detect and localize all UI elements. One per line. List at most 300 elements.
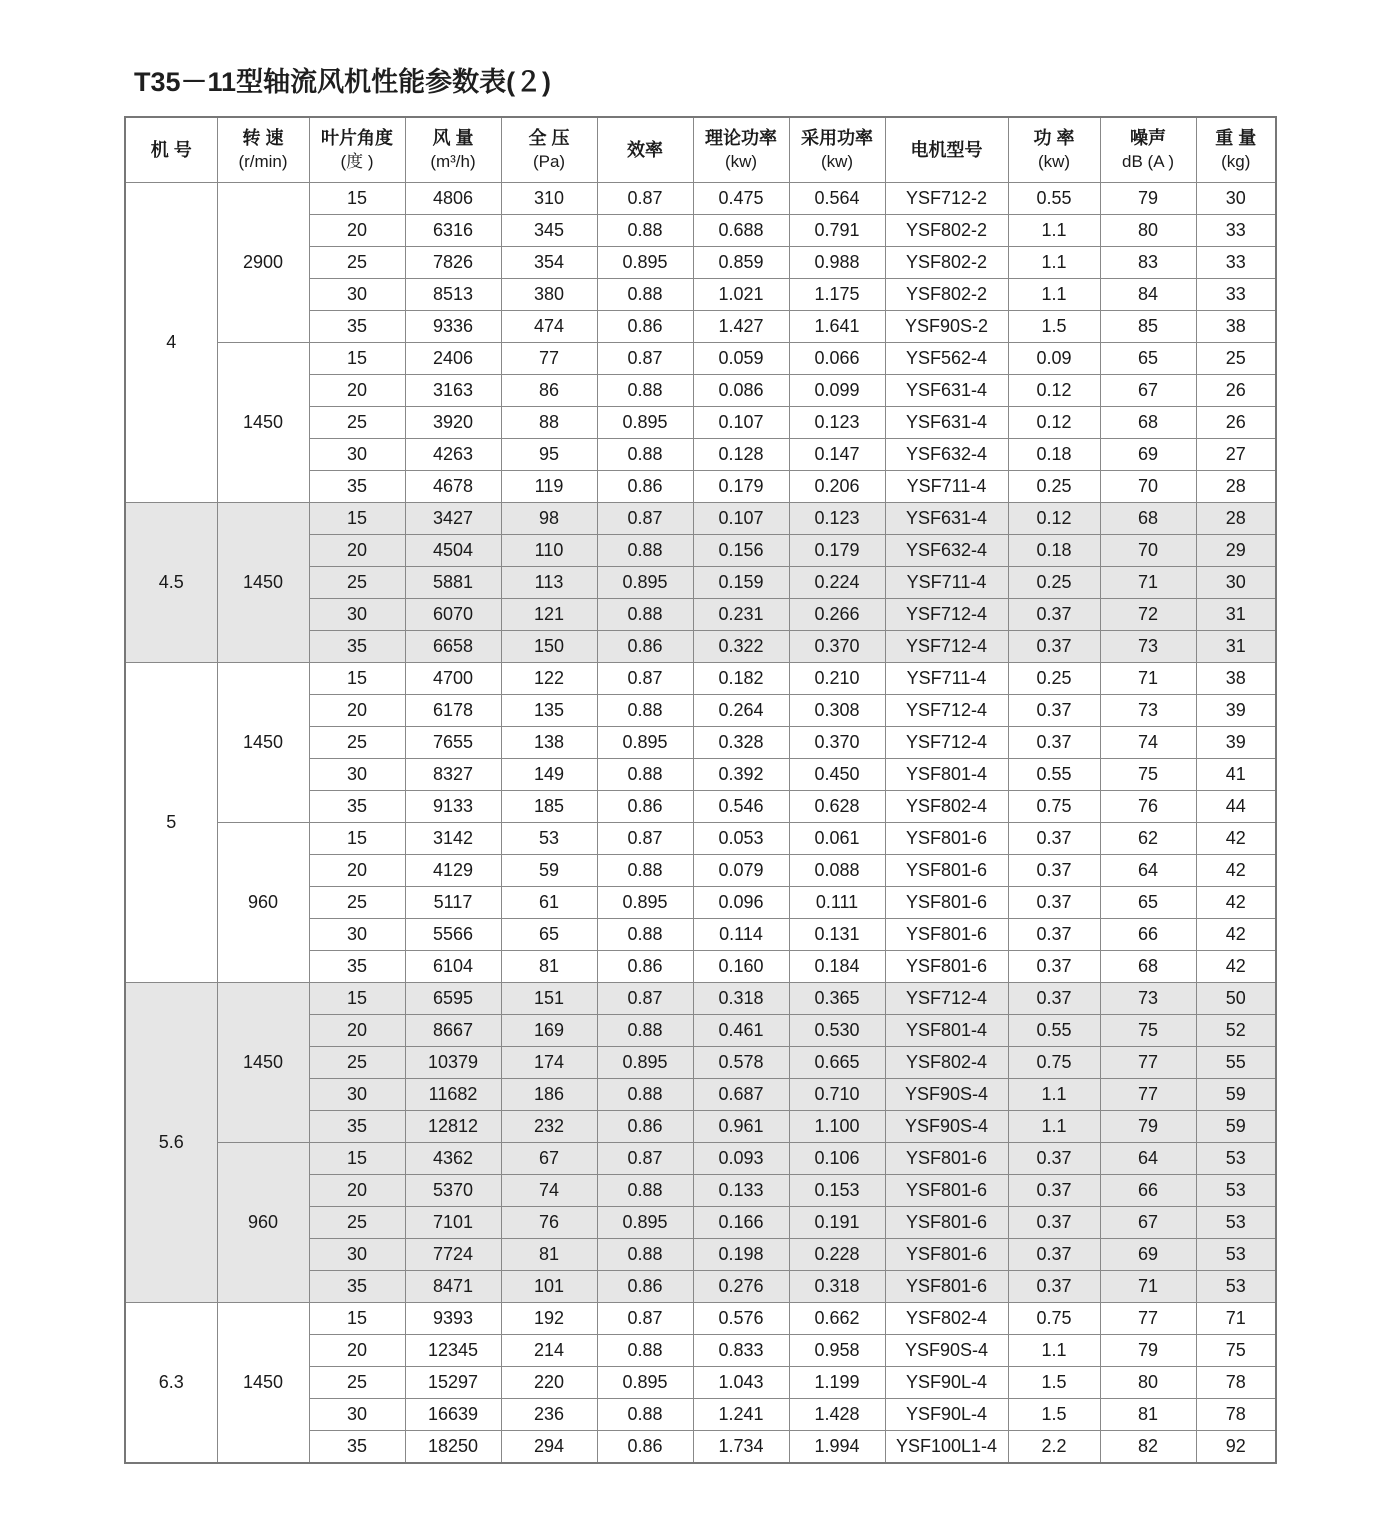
table-cell: 64 [1100, 855, 1196, 887]
table-cell: YSF801-6 [885, 823, 1008, 855]
table-cell: 25 [309, 727, 405, 759]
table-cell: YSF801-6 [885, 919, 1008, 951]
table-cell: 55 [1196, 1047, 1276, 1079]
performance-table [124, 116, 1277, 1464]
table-cell: 8513 [405, 279, 501, 311]
table-cell: 0.179 [789, 535, 885, 567]
table-cell: 53 [1196, 1271, 1276, 1303]
table-cell: 0.276 [693, 1271, 789, 1303]
table-cell: 66 [1100, 919, 1196, 951]
table-cell: 6104 [405, 951, 501, 983]
table-cell: 70 [1100, 471, 1196, 503]
table-cell: YSF632-4 [885, 439, 1008, 471]
table-cell: 33 [1196, 215, 1276, 247]
table-cell: 4700 [405, 663, 501, 695]
table-cell: YSF711-4 [885, 567, 1008, 599]
table-cell: 0.450 [789, 759, 885, 791]
table-cell: 75 [1100, 1015, 1196, 1047]
table-cell: 81 [501, 1239, 597, 1271]
table-cell: 0.059 [693, 343, 789, 375]
table-cell: 0.318 [789, 1271, 885, 1303]
table-cell: 0.123 [789, 407, 885, 439]
table-cell: 0.88 [597, 1015, 693, 1047]
column-header-label: 理论功率 [705, 128, 777, 148]
table-cell: YSF631-4 [885, 375, 1008, 407]
table-cell: 186 [501, 1079, 597, 1111]
column-header [885, 117, 1008, 183]
table-cell: YSF802-2 [885, 215, 1008, 247]
table-cell: 76 [1100, 791, 1196, 823]
table-cell: 0.86 [597, 1431, 693, 1464]
table-cell: 0.461 [693, 1015, 789, 1047]
table-cell: 1.1 [1008, 279, 1100, 311]
table-cell: 0.87 [597, 663, 693, 695]
table-cell: 53 [1196, 1239, 1276, 1271]
table-cell: 1.734 [693, 1431, 789, 1464]
table-cell: 53 [1196, 1175, 1276, 1207]
table-cell: 12812 [405, 1111, 501, 1143]
column-header-label: 叶片角度 [321, 128, 393, 148]
table-cell: 0.628 [789, 791, 885, 823]
table-cell: 0.86 [597, 471, 693, 503]
column-header-label: 风 量 [432, 128, 474, 148]
table-cell: 0.88 [597, 215, 693, 247]
table-cell: YSF712-4 [885, 599, 1008, 631]
table-cell: 0.128 [693, 439, 789, 471]
table-cell: 39 [1196, 695, 1276, 727]
column-header-label: 噪声 [1130, 128, 1166, 148]
table-cell: 53 [501, 823, 597, 855]
table-cell: 236 [501, 1399, 597, 1431]
table-cell: 0.25 [1008, 471, 1100, 503]
table-cell: 138 [501, 727, 597, 759]
table-cell: YSF801-6 [885, 1239, 1008, 1271]
table-cell: 20 [309, 1175, 405, 1207]
table-cell: 30 [309, 1399, 405, 1431]
table-cell: 78 [1196, 1367, 1276, 1399]
table-cell: 0.895 [597, 887, 693, 919]
column-header [309, 117, 405, 183]
table-cell: 95 [501, 439, 597, 471]
table-cell: YSF711-4 [885, 663, 1008, 695]
table-cell: 0.370 [789, 631, 885, 663]
table-cell: YSF100L1-4 [885, 1431, 1008, 1464]
column-header [597, 117, 693, 183]
table-cell: 6070 [405, 599, 501, 631]
table-cell: 9393 [405, 1303, 501, 1335]
table-cell: 122 [501, 663, 597, 695]
machine-number-cell: 6.3 [125, 1303, 217, 1464]
table-cell: 78 [1196, 1399, 1276, 1431]
table-cell: 0.37 [1008, 823, 1100, 855]
table-cell: 1.427 [693, 311, 789, 343]
table-cell: 85 [1100, 311, 1196, 343]
table-cell: 0.87 [597, 343, 693, 375]
column-header-unit: (m³/h) [430, 152, 476, 171]
table-cell: 0.37 [1008, 887, 1100, 919]
table-cell: 15 [309, 983, 405, 1015]
machine-number-cell: 4 [125, 183, 217, 503]
table-cell: 0.308 [789, 695, 885, 727]
column-header-label: 重 量 [1215, 128, 1257, 148]
table-cell: 0.09 [1008, 343, 1100, 375]
table-cell: 42 [1196, 919, 1276, 951]
table-cell: 0.123 [789, 503, 885, 535]
table-cell: 59 [501, 855, 597, 887]
table-body [125, 183, 1276, 1464]
table-cell: 0.365 [789, 983, 885, 1015]
table-cell: 0.322 [693, 631, 789, 663]
page-title: T35－11型轴流风机性能参数表(２) [134, 67, 552, 97]
table-cell: 30 [1196, 183, 1276, 215]
table-cell: 28 [1196, 471, 1276, 503]
table-cell: YSF90S-4 [885, 1079, 1008, 1111]
table-cell: YSF801-6 [885, 1143, 1008, 1175]
table-row [125, 663, 1276, 695]
column-header [1008, 117, 1100, 183]
table-cell: 0.530 [789, 1015, 885, 1047]
table-cell: 44 [1196, 791, 1276, 823]
table-cell: YSF802-4 [885, 1047, 1008, 1079]
table-cell: 0.88 [597, 535, 693, 567]
table-cell: 35 [309, 311, 405, 343]
table-cell: 0.895 [597, 727, 693, 759]
table-cell: YSF631-4 [885, 407, 1008, 439]
table-cell: 20 [309, 215, 405, 247]
table-cell: 149 [501, 759, 597, 791]
table-cell: YSF802-2 [885, 247, 1008, 279]
table-cell: YSF632-4 [885, 535, 1008, 567]
table-row [125, 823, 1276, 855]
column-header-unit: (kw) [724, 152, 758, 171]
table-cell: 1.5 [1008, 311, 1100, 343]
table-row [125, 1143, 1276, 1175]
table-cell: 7826 [405, 247, 501, 279]
table-cell: 73 [1100, 631, 1196, 663]
table-cell: YSF712-4 [885, 695, 1008, 727]
table-cell: 1.1 [1008, 1335, 1100, 1367]
table-cell: 25 [309, 887, 405, 919]
table-cell: 4362 [405, 1143, 501, 1175]
table-cell: 0.184 [789, 951, 885, 983]
column-header-unit: dB (A ) [1122, 152, 1174, 171]
table-cell: 25 [309, 567, 405, 599]
table-cell: 0.88 [597, 599, 693, 631]
column-header-unit: (Pa) [532, 152, 566, 171]
table-cell: 7655 [405, 727, 501, 759]
table-cell: 80 [1100, 1367, 1196, 1399]
table-cell: 0.833 [693, 1335, 789, 1367]
table-cell: 0.576 [693, 1303, 789, 1335]
table-row [125, 1303, 1276, 1335]
table-row [125, 343, 1276, 375]
table-cell: 0.264 [693, 695, 789, 727]
table-cell: 0.210 [789, 663, 885, 695]
table-cell: 35 [309, 1431, 405, 1464]
table-cell: 8327 [405, 759, 501, 791]
table-cell: 1.5 [1008, 1367, 1100, 1399]
table-cell: 8471 [405, 1271, 501, 1303]
table-cell: 38 [1196, 663, 1276, 695]
table-cell: 0.37 [1008, 695, 1100, 727]
table-cell: 42 [1196, 951, 1276, 983]
table-cell: 0.37 [1008, 855, 1100, 887]
table-cell: 0.86 [597, 791, 693, 823]
table-cell: 0.106 [789, 1143, 885, 1175]
table-cell: 77 [501, 343, 597, 375]
table-row [125, 983, 1276, 1015]
table-cell: 7101 [405, 1207, 501, 1239]
machine-number-cell: 5.6 [125, 983, 217, 1303]
table-cell: 15297 [405, 1367, 501, 1399]
column-header-unit: (kg) [1221, 152, 1251, 171]
table-cell: 26 [1196, 375, 1276, 407]
table-cell: 0.895 [597, 1047, 693, 1079]
table-cell: 0.093 [693, 1143, 789, 1175]
table-cell: 69 [1100, 1239, 1196, 1271]
table-cell: 0.370 [789, 727, 885, 759]
table-cell: 8667 [405, 1015, 501, 1047]
table-cell: 15 [309, 1143, 405, 1175]
table-cell: 81 [1100, 1399, 1196, 1431]
table-cell: 4806 [405, 183, 501, 215]
table-cell: 83 [1100, 247, 1196, 279]
table-cell: 35 [309, 1111, 405, 1143]
table-cell: 65 [1100, 343, 1196, 375]
column-header-unit: (r/min) [238, 152, 288, 171]
table-cell: 35 [309, 1271, 405, 1303]
table-cell: 192 [501, 1303, 597, 1335]
table-cell: YSF801-6 [885, 887, 1008, 919]
table-cell: 0.475 [693, 183, 789, 215]
table-cell: 0.182 [693, 663, 789, 695]
table-cell: 0.55 [1008, 1015, 1100, 1047]
table-cell: 98 [501, 503, 597, 535]
table-cell: YSF712-4 [885, 727, 1008, 759]
table-cell: YSF711-4 [885, 471, 1008, 503]
table-cell: 0.25 [1008, 663, 1100, 695]
table-cell: 150 [501, 631, 597, 663]
table-cell: 82 [1100, 1431, 1196, 1464]
table-cell: 53 [1196, 1143, 1276, 1175]
table-cell: 20 [309, 375, 405, 407]
table-cell: YSF801-6 [885, 1207, 1008, 1239]
table-cell: 5370 [405, 1175, 501, 1207]
table-cell: 0.88 [597, 919, 693, 951]
table-cell: 6316 [405, 215, 501, 247]
speed-cell: 960 [217, 823, 309, 983]
table-cell: 0.099 [789, 375, 885, 407]
table-cell: 0.133 [693, 1175, 789, 1207]
table-cell: 67 [1100, 375, 1196, 407]
speed-cell: 1450 [217, 503, 309, 663]
table-cell: 135 [501, 695, 597, 727]
table-row [125, 503, 1276, 535]
table-cell: 0.75 [1008, 791, 1100, 823]
table-cell: 5117 [405, 887, 501, 919]
table-cell: YSF562-4 [885, 343, 1008, 375]
table-cell: 86 [501, 375, 597, 407]
table-cell: 0.159 [693, 567, 789, 599]
table-cell: 74 [501, 1175, 597, 1207]
table-cell: 75 [1100, 759, 1196, 791]
table-cell: 0.107 [693, 407, 789, 439]
table-cell: 0.231 [693, 599, 789, 631]
table-cell: 0.546 [693, 791, 789, 823]
table-cell: 1.199 [789, 1367, 885, 1399]
table-cell: 0.160 [693, 951, 789, 983]
table-cell: 42 [1196, 887, 1276, 919]
table-cell: 0.88 [597, 695, 693, 727]
column-header [1100, 117, 1196, 183]
table-cell: 0.147 [789, 439, 885, 471]
table-cell: YSF801-6 [885, 1175, 1008, 1207]
table-cell: 20 [309, 1335, 405, 1367]
header-row [125, 117, 1276, 183]
speed-cell: 1450 [217, 343, 309, 503]
table-cell: 0.988 [789, 247, 885, 279]
speed-cell: 960 [217, 1143, 309, 1303]
table-cell: 71 [1100, 1271, 1196, 1303]
column-header-label: 机 号 [150, 140, 192, 160]
table-cell: YSF712-2 [885, 183, 1008, 215]
table-cell: YSF90L-4 [885, 1399, 1008, 1431]
speed-cell: 1450 [217, 983, 309, 1143]
table-cell: 0.87 [597, 983, 693, 1015]
table-cell: YSF801-6 [885, 951, 1008, 983]
table-cell: 0.228 [789, 1239, 885, 1271]
table-cell: 0.37 [1008, 727, 1100, 759]
speed-cell: 1450 [217, 1303, 309, 1464]
column-header [693, 117, 789, 183]
table-cell: 0.88 [597, 759, 693, 791]
table-cell: 64 [1100, 1143, 1196, 1175]
table-cell: 20 [309, 695, 405, 727]
table-cell: 30 [309, 1079, 405, 1111]
table-cell: 4129 [405, 855, 501, 887]
table-cell: 0.87 [597, 1143, 693, 1175]
table-cell: 1.1 [1008, 1079, 1100, 1111]
table-cell: YSF90S-2 [885, 311, 1008, 343]
table-cell: 0.88 [597, 1079, 693, 1111]
table-row [125, 183, 1276, 215]
table-cell: 71 [1100, 567, 1196, 599]
table-cell: 92 [1196, 1431, 1276, 1464]
table-cell: 0.895 [597, 1207, 693, 1239]
table-cell: 113 [501, 567, 597, 599]
table-cell: 80 [1100, 215, 1196, 247]
table-cell: 35 [309, 791, 405, 823]
table-cell: 1.428 [789, 1399, 885, 1431]
table-cell: 68 [1100, 951, 1196, 983]
table-cell: 30 [309, 599, 405, 631]
table-cell: 65 [1100, 887, 1196, 919]
table-cell: 1.641 [789, 311, 885, 343]
table-cell: 0.191 [789, 1207, 885, 1239]
table-cell: 0.12 [1008, 407, 1100, 439]
table-cell: 79 [1100, 183, 1196, 215]
table-cell: 0.111 [789, 887, 885, 919]
table-cell: 2406 [405, 343, 501, 375]
table-cell: 1.241 [693, 1399, 789, 1431]
table-cell: 0.086 [693, 375, 789, 407]
speed-cell: 2900 [217, 183, 309, 343]
table-cell: 50 [1196, 983, 1276, 1015]
table-cell: 474 [501, 311, 597, 343]
table-cell: 71 [1196, 1303, 1276, 1335]
table-cell: 0.37 [1008, 983, 1100, 1015]
table-cell: 25 [309, 1047, 405, 1079]
table-cell: 1.100 [789, 1111, 885, 1143]
table-cell: YSF801-6 [885, 1271, 1008, 1303]
column-header-unit: (kw) [820, 152, 854, 171]
table-cell: 76 [501, 1207, 597, 1239]
table-cell: 0.895 [597, 247, 693, 279]
column-header [1196, 117, 1276, 183]
table-cell: 0.266 [789, 599, 885, 631]
table-cell: 232 [501, 1111, 597, 1143]
table-cell: 294 [501, 1431, 597, 1464]
column-header [501, 117, 597, 183]
table-cell: 30 [1196, 567, 1276, 599]
machine-number-cell: 5 [125, 663, 217, 983]
table-cell: 0.37 [1008, 1271, 1100, 1303]
table-cell: 0.87 [597, 183, 693, 215]
table-cell: 0.37 [1008, 919, 1100, 951]
table-cell: 0.961 [693, 1111, 789, 1143]
table-cell: 214 [501, 1335, 597, 1367]
table-cell: 4678 [405, 471, 501, 503]
table-cell: 0.88 [597, 855, 693, 887]
table-cell: 4263 [405, 439, 501, 471]
table-cell: 174 [501, 1047, 597, 1079]
column-header-label: 全 压 [528, 128, 570, 148]
table-cell: YSF802-4 [885, 1303, 1008, 1335]
table-cell: 53 [1196, 1207, 1276, 1239]
table-cell: 0.37 [1008, 1143, 1100, 1175]
table-cell: YSF801-4 [885, 759, 1008, 791]
table-cell: 61 [501, 887, 597, 919]
table-cell: 65 [501, 919, 597, 951]
table-cell: 67 [501, 1143, 597, 1175]
table-cell: YSF90S-4 [885, 1111, 1008, 1143]
table-cell: 0.55 [1008, 759, 1100, 791]
table-cell: 9133 [405, 791, 501, 823]
table-cell: 68 [1100, 407, 1196, 439]
table-cell: 79 [1100, 1111, 1196, 1143]
table-cell: 0.206 [789, 471, 885, 503]
table-cell: 0.859 [693, 247, 789, 279]
table-cell: 20 [309, 1015, 405, 1047]
table-cell: 0.156 [693, 535, 789, 567]
table-cell: 0.88 [597, 439, 693, 471]
table-cell: 0.55 [1008, 183, 1100, 215]
table-cell: 79 [1100, 1335, 1196, 1367]
table-cell: 0.166 [693, 1207, 789, 1239]
column-header [217, 117, 309, 183]
table-cell: 0.37 [1008, 1239, 1100, 1271]
column-header-label: 功 率 [1033, 128, 1075, 148]
table-cell: 52 [1196, 1015, 1276, 1047]
table-cell: 0.86 [597, 311, 693, 343]
table-cell: 31 [1196, 599, 1276, 631]
table-cell: 30 [309, 759, 405, 791]
table-cell: 0.75 [1008, 1303, 1100, 1335]
table-cell: 3163 [405, 375, 501, 407]
table-cell: YSF801-4 [885, 1015, 1008, 1047]
table-cell: 6658 [405, 631, 501, 663]
table-cell: YSF801-6 [885, 855, 1008, 887]
